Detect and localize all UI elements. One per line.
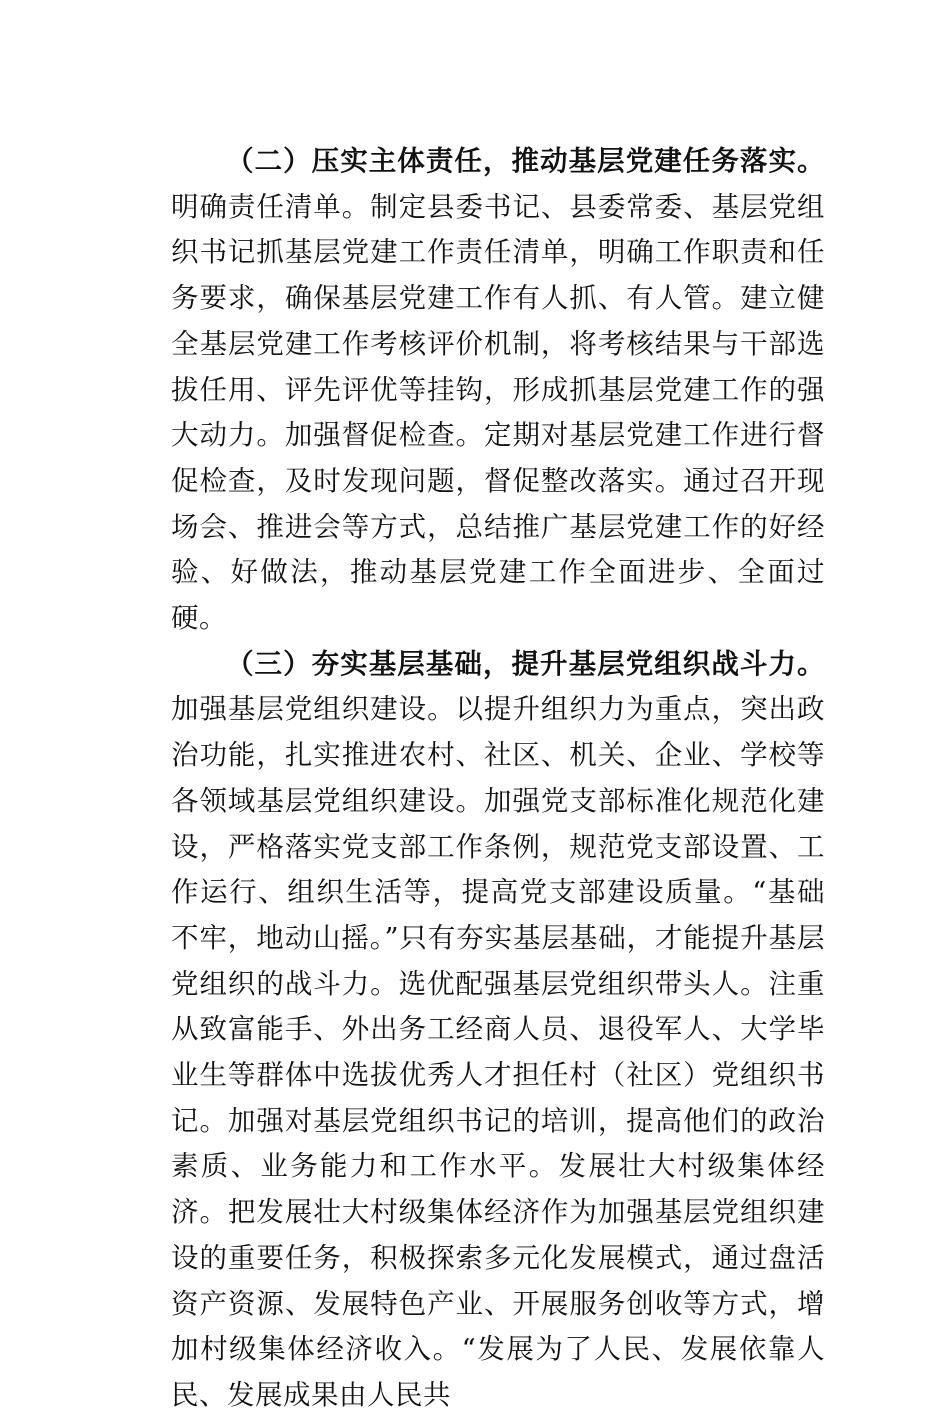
document-body	[171, 139, 825, 1419]
section-heading-two: （二）压实主体责任，推动基层党建任务落实。	[226, 145, 825, 177]
paragraph-text: 加强基层党组织建设。以提升组织力为重点，突出政治功能，扎实推进农村、社区、机关、企业、学校等各领域基层党组织建设。加强党支部标准化规范化建设，严格落实党支部工作条例，规范党支部设置、工作运行、组织生活等，提高党支部建设质量。“基础不牢，地动山摇。”只有夯实基层基础，才能提升基层党组织的战斗力。选优配强基层党组织带头人。注重从致富能手、外出务工经商人员、退役军人、大学毕业生等群体中选拔优秀人才担任村（社区）党组织书记。加强对基层党组织书记的培训，提高他们的政治素质、业务能力和工作水平。发展壮大村级集体经济。把发展壮大村级集体经济作为加强基层党组织建设的重要任务，积极探索多元化发展模式，通过盘活资产资源、发展特色产业、开展服务创收等方式，增加村级集体经济收入。“发展为了人民、发展依靠人民、发展成果由人民共	[171, 693, 825, 1411]
paragraph-text: 明确责任清单。制定县委书记、县委常委、基层党组织书记抓基层党建工作责任清单，明确工作职责和任务要求，确保基层党建工作有人抓、有人管。建立健全基层党建工作考核评价机制，将考核结果与干部选拔任用、评先评优等挂钩，形成抓基层党建工作的强大动力。加强督促检查。定期对基层党建工作进行督促检查，及时发现问题，督促整改落实。通过召开现场会、推进会等方式，总结推广基层党建工作的好经验、好做法，推动基层党建工作全面进步、全面过硬。	[171, 190, 825, 635]
section-heading-three: （三）夯实基层基础，提升基层党组织战斗力。	[226, 647, 825, 680]
paragraph-responsibility	[171, 139, 825, 642]
paragraph-foundation	[171, 642, 825, 1419]
